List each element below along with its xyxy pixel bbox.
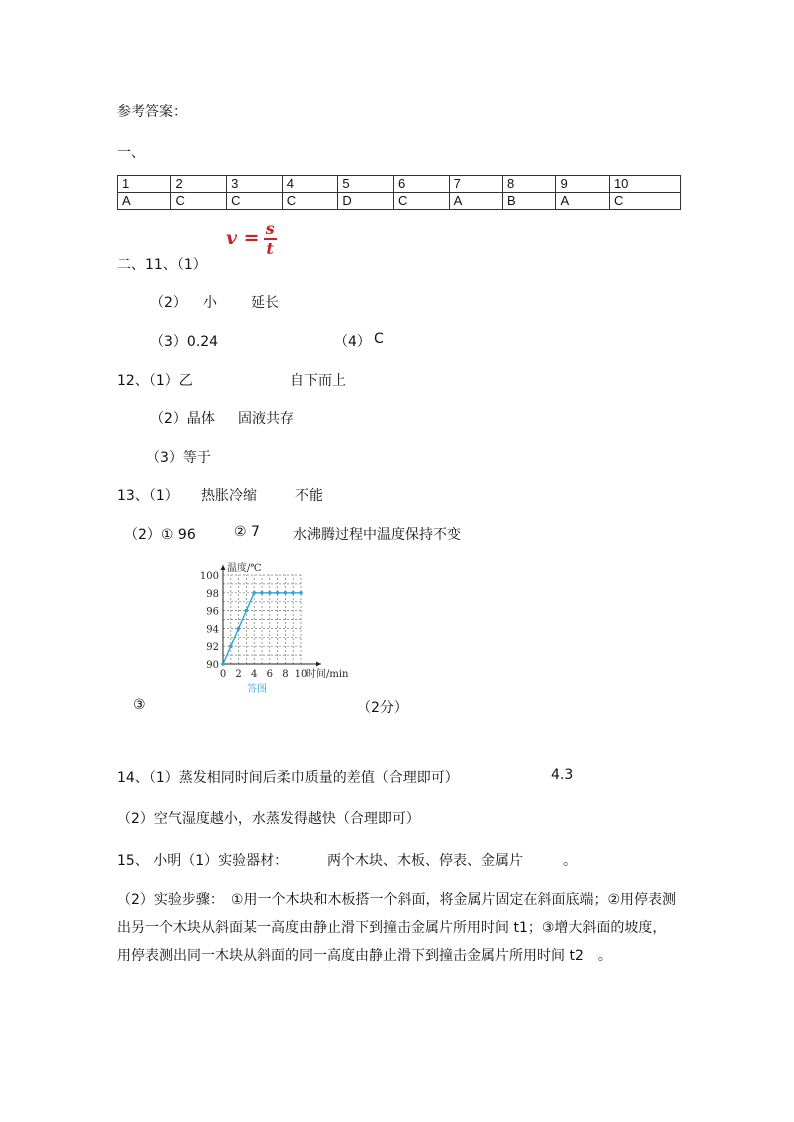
table-cell-number: 8: [503, 176, 556, 193]
data-point: [268, 591, 272, 595]
q15-part1-period: 。: [563, 853, 577, 869]
data-point: [260, 591, 264, 595]
table-cell-answer: C: [171, 193, 227, 210]
table-cell-answer: A: [449, 193, 502, 210]
section-one-label: 一、: [117, 145, 145, 161]
q13-part1: 13、（1）: [117, 488, 179, 504]
q11-part3: （3）0.24: [150, 334, 219, 350]
chart-caption: 答图: [247, 684, 267, 695]
table-cell-number: 4: [282, 176, 338, 193]
table-cell-answer: D: [338, 193, 394, 210]
table-cell-answer: A: [118, 193, 171, 210]
y-axis-arrow: [221, 565, 226, 570]
q13-part3-score: （2分）: [357, 700, 408, 716]
answer-table: [117, 175, 681, 210]
table-cell-number: 2: [171, 176, 227, 193]
x-axis-arrow: [316, 662, 321, 667]
q11-part4-answer: C: [374, 331, 384, 347]
table-cell-number: 5: [338, 176, 394, 193]
formula-denominator: t: [266, 239, 274, 258]
table-cell-answer: A: [556, 193, 609, 210]
data-point: [252, 591, 256, 595]
y-tick-label: 100: [199, 571, 219, 582]
table-row-answers: [118, 193, 681, 210]
q13-part1-answer-a: 热胀冷缩: [201, 488, 257, 504]
q12-part1-answer-b: 自下而上: [290, 373, 346, 389]
x-tick-label: 10: [294, 669, 308, 680]
table-cell-number: 9: [556, 176, 609, 193]
table-cell-answer: C: [227, 193, 283, 210]
formula-numerator: s: [265, 219, 275, 238]
data-point: [291, 591, 295, 595]
data-point: [237, 627, 241, 631]
page-heading: 参考答案：: [117, 104, 187, 120]
speed-formula: [226, 220, 277, 258]
y-tick-label: 90: [206, 660, 219, 671]
y-tick-label: 92: [206, 642, 219, 654]
table-cell-answer: C: [609, 193, 680, 210]
table-cell-answer: C: [282, 193, 338, 210]
x-tick-label: 8: [282, 669, 289, 680]
q13-part2-answer-b: ② 7: [234, 524, 260, 540]
x-axis-label: 时间/min: [306, 669, 349, 680]
table-cell-number: 1: [118, 176, 171, 193]
table-cell-number: 10: [609, 176, 680, 193]
table-row-numbers: [118, 176, 681, 193]
q11-part2-answer-b: 延长: [251, 295, 279, 311]
q12-part2: （2）晶体: [150, 411, 215, 427]
q11-part4: （4）: [334, 334, 371, 350]
data-point: [229, 644, 233, 648]
q14-part2: （2）空气湿度越小，水蒸发得越快（合理即可）: [117, 811, 420, 827]
table-cell-answer: C: [393, 193, 449, 210]
y-tick-label: 94: [206, 624, 219, 636]
q11-part2: （2）: [150, 295, 187, 311]
data-point: [221, 662, 225, 666]
formula-lhs: v =: [226, 227, 260, 249]
q14-part1: 14、（1）蒸发相同时间后柔巾质量的差值（合理即可）: [117, 770, 459, 786]
q14-part1-answer-b: 4.3: [551, 767, 574, 783]
q13-part2-answer-c: 水沸腾过程中温度保持不变: [293, 527, 461, 543]
q15-part2: （2）实验步骤： ①用一个木块和木板搭一个斜面，将金属片固定在斜面底端；②用停表测出另一个木块从斜面某一高度由静止滑下到撞击金属片所用时间 t1；③增大斜面的坡度，用停表测出同一木块从斜面的同一高度由静止滑下到撞击金属片所用时间 t2 。: [117, 892, 677, 964]
table-cell-number: 7: [449, 176, 502, 193]
data-point: [299, 591, 303, 595]
q13-part1-answer-b: 不能: [295, 488, 323, 504]
q12-part1: 12、（1）乙: [117, 373, 193, 389]
formula-fraction: [264, 220, 277, 258]
q11-label: 二、11、（1）: [117, 257, 207, 273]
x-tick-label: 0: [219, 669, 227, 680]
table-cell-number: 3: [227, 176, 283, 193]
q13-part2: （2）① 96: [124, 527, 196, 543]
q11-part2-answer-a: 小: [203, 295, 217, 311]
q12-part2-answer-b: 固液共存: [238, 411, 294, 427]
q12-part3: （3）等于: [146, 450, 211, 466]
temperature-time-chart: [190, 552, 350, 704]
y-tick-label: 96: [206, 606, 219, 618]
x-tick-label: 6: [266, 669, 273, 680]
data-point: [276, 591, 280, 595]
data-point: [245, 609, 249, 613]
y-tick-label: 98: [206, 588, 219, 600]
data-point: [284, 591, 288, 595]
q13-part3: ③: [133, 697, 146, 713]
y-axis-label: 温度/℃: [227, 563, 262, 574]
table-cell-number: 6: [393, 176, 449, 193]
table-cell-answer: B: [503, 193, 556, 210]
x-tick-label: 2: [235, 669, 242, 680]
q15-part1-answer: 两个木块、木板、停表、金属片: [327, 853, 523, 869]
x-tick-label: 4: [251, 669, 258, 680]
q15-part1: 15、 小明（1）实验器材：: [117, 853, 289, 869]
